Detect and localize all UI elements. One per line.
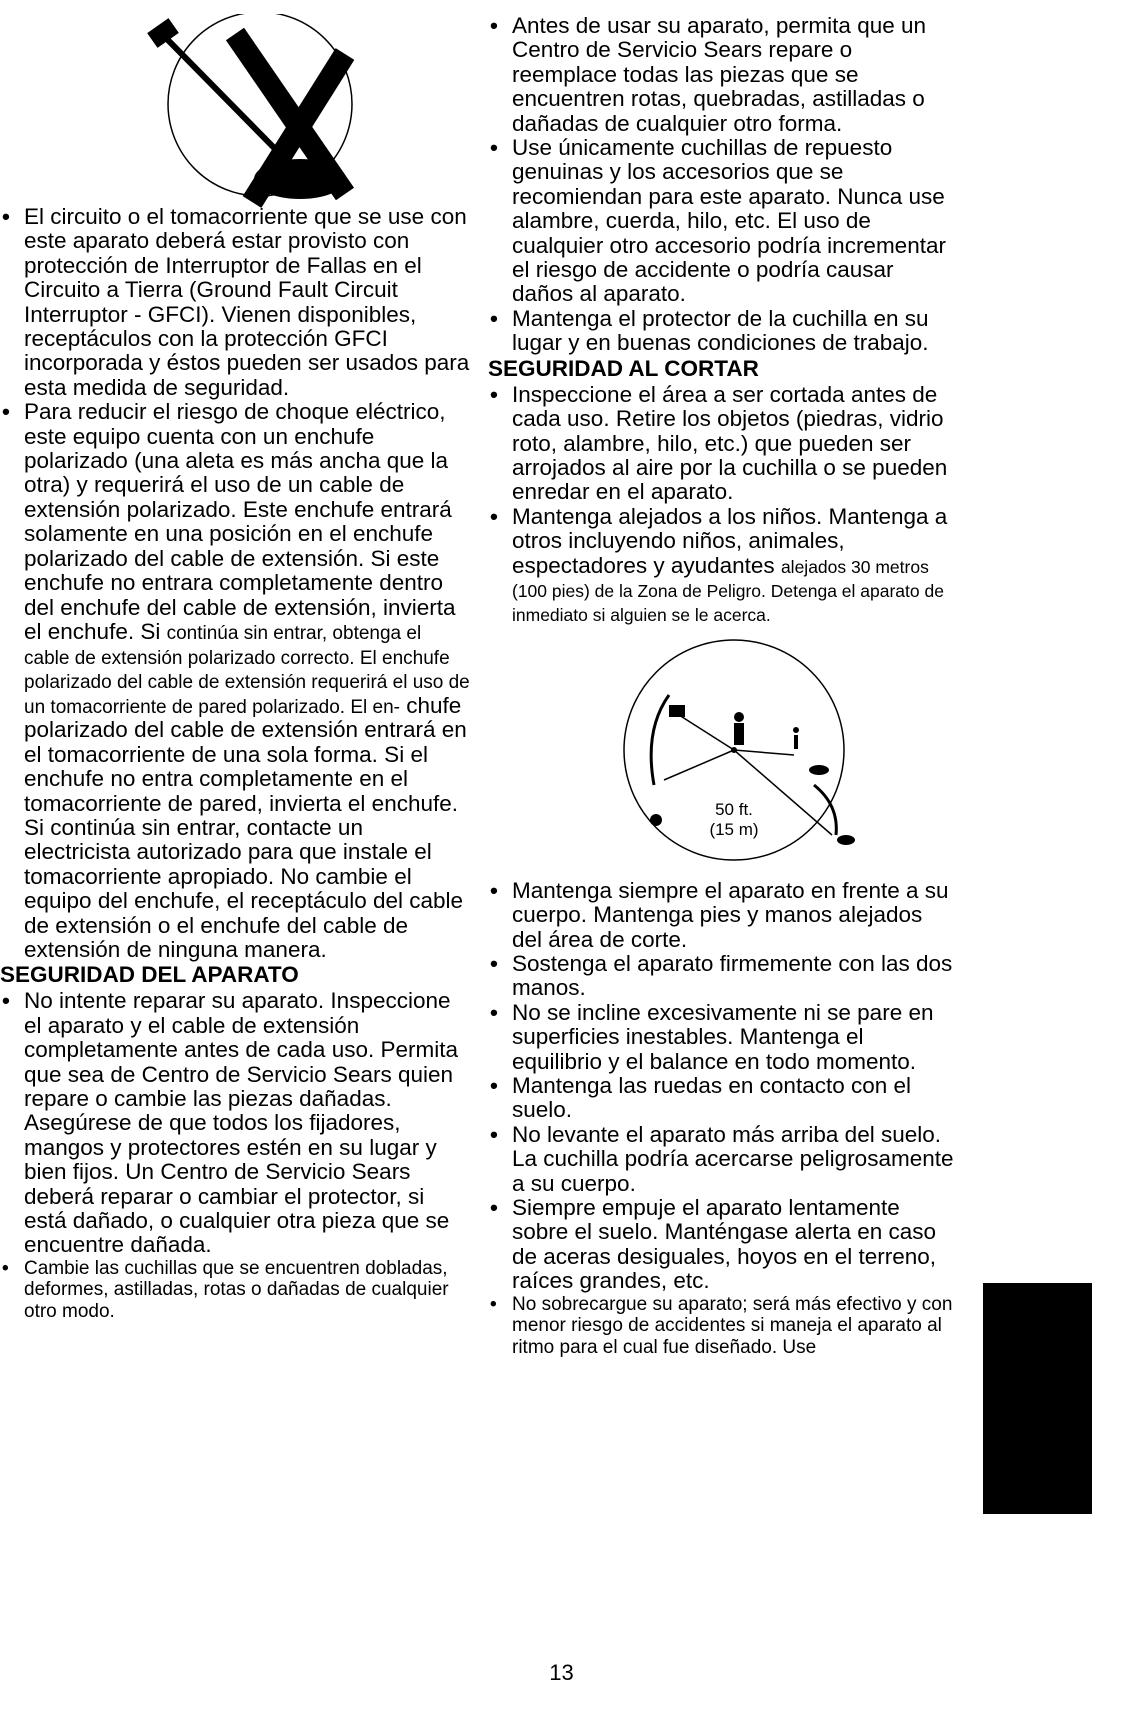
section-heading: SEGURIDAD AL CORTAR — [488, 355, 759, 381]
right-column — [488, 14, 958, 1358]
distance-meters-label: (15 m) — [709, 819, 759, 839]
list-item — [488, 307, 958, 356]
list-item-text: Sostenga el aparato firmemente con las dos manos. — [512, 950, 953, 1001]
list-item-text: Mantenga alejados a los niños. Mantenga a otros incluyendo niños, animales, espectadores y ayudantes — [512, 503, 948, 578]
child-head-icon — [793, 727, 799, 733]
list-item-text: Siempre empuje el aparato lentamente sobre el suelo. Manténgase alerta en caso de aceras desiguales, hoyos en el terreno, raíces grandes, etc. — [512, 1195, 937, 1294]
left-bullet-list-2 — [0, 989, 470, 1322]
list-item — [488, 505, 958, 627]
list-item — [488, 879, 958, 952]
list-item — [0, 989, 470, 1257]
list-item-text: Mantenga el protector de la cuchilla en su lugar y en buenas condiciones de trabajo. — [512, 305, 929, 356]
trimmer-icon — [669, 705, 685, 717]
list-item — [488, 1294, 958, 1359]
list-item — [488, 136, 958, 307]
person-head-icon — [734, 712, 744, 722]
list-item — [488, 952, 958, 1001]
section-heading: SEGURIDAD DEL APARATO — [0, 962, 299, 988]
list-item — [488, 1074, 958, 1123]
list-item-text: Mantenga siempre el aparato en frente a su cuerpo. Mantenga pies y manos alejados del área de corte. — [512, 877, 949, 952]
section-tab-marker — [983, 1283, 1092, 1514]
child-body-icon — [794, 735, 798, 749]
list-item-text: Use únicamente cuchillas de repuesto genuinas y los accesorios que se recomiendan para este aparato. Nunca use alambre, cuerda, hilo, etc. El uso de cualquier otro accesorio podría incrementar el riesgo de accidente o podría causar daños al aparato. — [512, 135, 946, 307]
movement-arrow-icon — [814, 785, 836, 835]
danger-zone-diagram — [584, 635, 884, 865]
list-item-text: No sobrecargue su aparato; será más efectivo y con menor riesgo de accidentes si maneja el aparato al ritmo para el cual fue diseñado. Use — [512, 1293, 953, 1358]
list-item — [488, 14, 958, 136]
list-item — [488, 1123, 958, 1196]
animal-icon — [809, 765, 829, 775]
list-item-small-text: alejados 30 metros (100 pies) de la Zona de Peligro. Detenga el aparato de inmediato si alguien se le acerca. — [512, 556, 944, 626]
right-bullet-list-3 — [488, 879, 958, 1359]
list-item — [488, 1001, 958, 1074]
list-item-text: El circuito o el tomacorriente que se use con este aparato deberá estar provisto con protección de Interruptor de Fallas en el Circuito a Tierra (Ground Fault Circuit Interruptor - GFCI). Vienen disponibles, receptáculos con la protección GFCI incorporada y éstos pueden ser usados para esta medida de seguridad. — [24, 204, 470, 400]
radius-arrow-left — [664, 750, 734, 780]
radius-arrow-upper — [679, 715, 734, 750]
list-item — [0, 1258, 470, 1323]
list-item-text: Inspeccione el área a ser cortada antes de cada uso. Retire los objetos (piedras, vidrio roto, alambre, hilo, etc.) que pueden ser arrojados al aire por la cuchilla o se pueden enredar en el aparato. — [512, 381, 948, 505]
distance-feet-label: 50 ft. — [715, 799, 753, 819]
list-item-small-text: continúa sin entrar, obtenga el cable de extensión polarizado correcto. El enchufe polarizado del cable de extensión requerirá el uso de un tomacorriente de pared polarizado. El en- — [24, 622, 470, 718]
list-item — [488, 383, 958, 505]
list-item-text: No intente reparar su aparato. Inspeccione el aparato y el cable de extensión completamente antes de cada uso. Permita que sea de Centro de Servicio Sears quien repare o cambie las piezas dañadas. Asegúrese de que todos los fijadores, mangos y protectores estén en su lugar y bien fijos. Un Centro de Servicio Sears deberá reparar o cambiar el protector, si está dañado, o cualquier otra pieza que se encuentre dañada. — [24, 988, 458, 1258]
page-number: 13 — [549, 1660, 574, 1685]
right-bullet-list-2 — [488, 383, 958, 627]
list-item-text: Antes de usar su aparato, permita que un Centro de Servicio Sears repare o reemplace todas las piezas que se encuentren rotas, quebradas, astilladas o dañadas de cualquier otro forma. — [512, 13, 927, 136]
list-item — [0, 400, 470, 962]
person-body-icon — [734, 723, 744, 745]
left-bullet-list — [0, 205, 470, 962]
list-item — [0, 205, 470, 400]
bystander-icon — [650, 814, 662, 826]
radius-arrow-mid — [734, 750, 794, 755]
right-bullet-list — [488, 14, 958, 356]
list-item-text-continued: chufe polarizado del cable de extensión entrará en el tomacorriente de una sola forma. Si el enchufe no entra completamente en el tomacorriente de pared, invierta el enchufe. Si continúa sin entrar, contacte un electricista autorizado para que instale el tomacorriente apropiado. No cambie el equipo del enchufe, el receptáculo del cable de extensión o el enchufe del cable de extensión de ninguna manera. — [24, 692, 467, 962]
list-item-text: No levante el aparato más arriba del suelo. La cuchilla podría acercarse peligrosamente a su cuerpo. — [512, 1121, 954, 1196]
list-item — [488, 1196, 958, 1294]
list-item-text: Para reducir el riesgo de choque eléctrico, este equipo cuenta con un enchufe polarizado (una aleta es más ancha que la otra) y requerirá el uso de un cable de extensión polarizado. Este enchufe entrará solamente en una posición en el enchufe polarizado del cable de extensión. Si este enchufe no entrara completamente dentro del enchufe del cable de extensión, invierta el enchufe. Si — [24, 399, 456, 644]
no-lifting-illustration — [140, 14, 400, 214]
list-item-text: Mantenga las ruedas en contacto con el suelo. — [512, 1073, 912, 1123]
animal-icon — [837, 835, 855, 845]
left-column — [0, 205, 470, 1323]
list-item-text: Cambie las cuchillas que se encuentren dobladas, deformes, astilladas, rotas o dañadas de cualquier otro modo. — [24, 1257, 449, 1322]
list-item-text: No se incline excesivamente ni se pare en superficies inestables. Mantenga el equilibrio y el balance en todo momento. — [512, 999, 934, 1074]
movement-arrow-icon — [651, 695, 669, 785]
